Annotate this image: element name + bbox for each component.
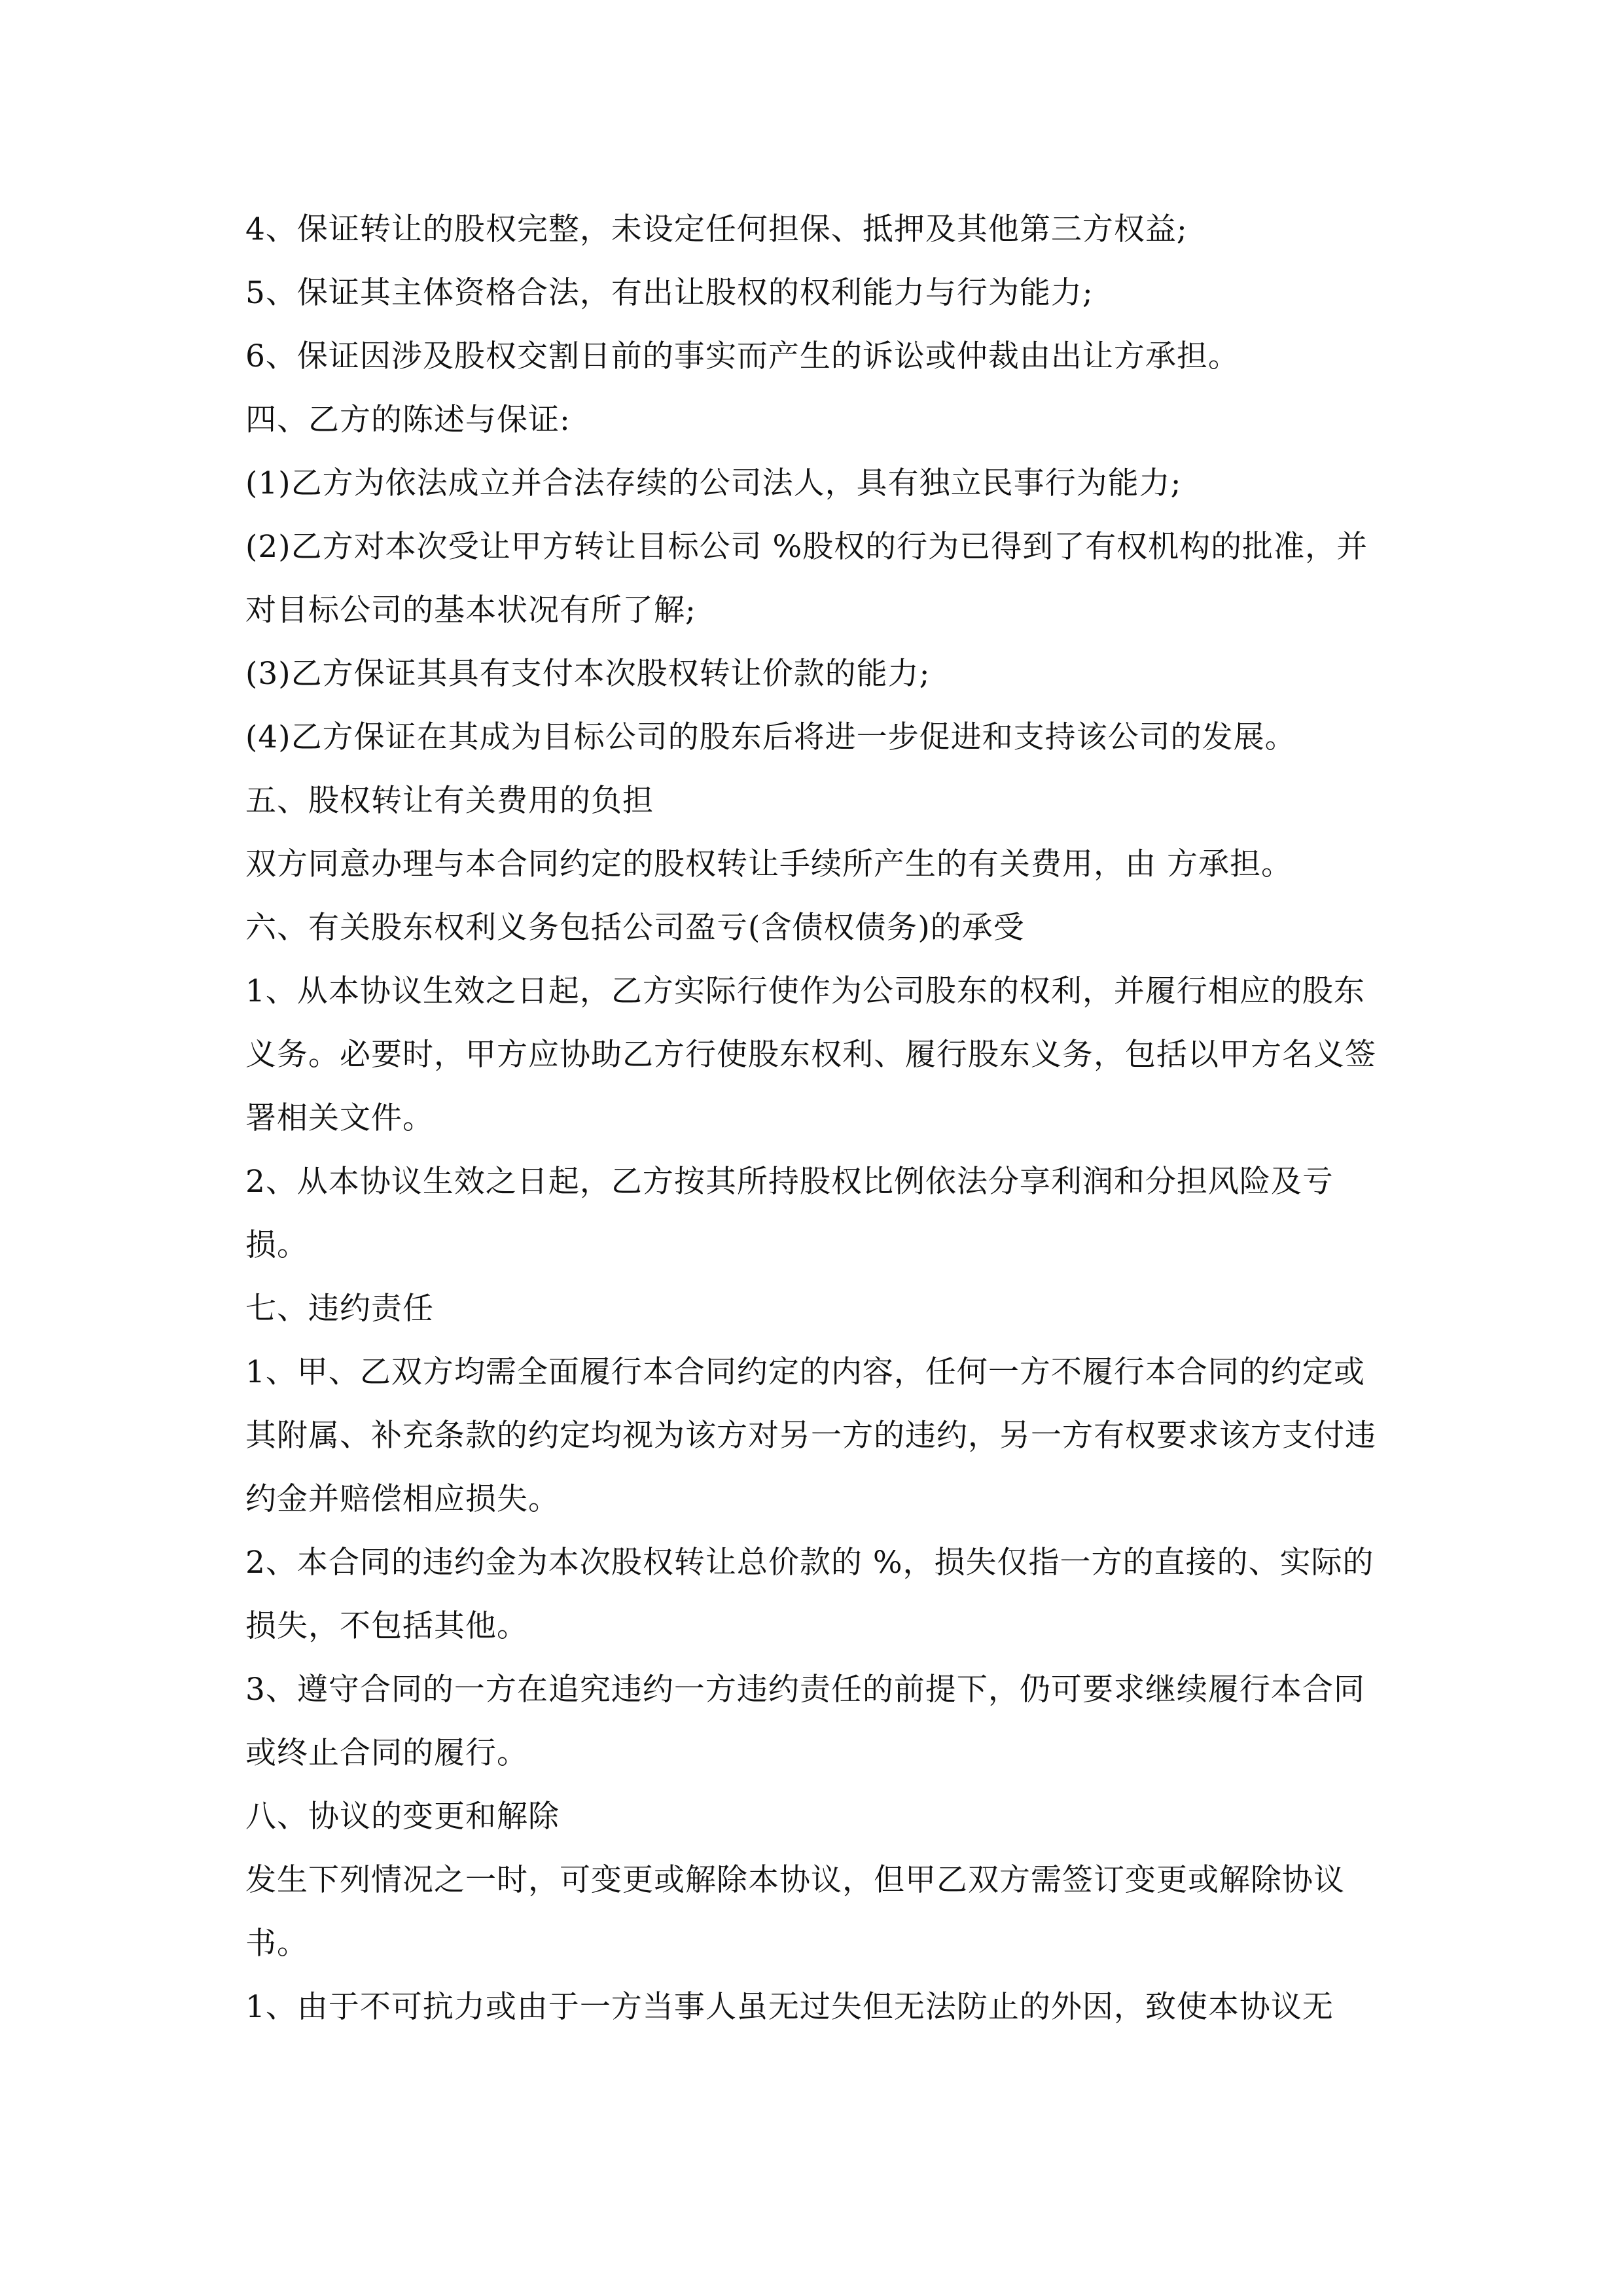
- section-heading-6: 六、有关股东权利义务包括公司盈亏(含债权债务)的承受: [245, 910, 1025, 946]
- paragraph-clause-7-3: 3、遵守合同的一方在追究违约一方违约责任的前提下，仍可要求继续履行本合同或终止合同的履行。: [245, 1672, 1365, 1771]
- paragraph-clause-4-3: (3)乙方保证其具有支付本次股权转让价款的能力;: [245, 656, 931, 692]
- paragraph-clause-4-2: (2)乙方对本次受让甲方转让目标公司 %股权的行为已得到了有权机构的批准，并对目标公司的基本状况有所了解;: [245, 529, 1368, 628]
- section-heading-4: 四、乙方的陈述与保证:: [245, 402, 571, 438]
- section-heading-7: 七、违约责任: [245, 1291, 434, 1327]
- paragraph-clause-6-2: 2、从本协议生效之日起，乙方按其所持股权比例依法分享利润和分担风险及亏损。: [245, 1164, 1334, 1263]
- paragraph-clause-3-6: 6、保证因涉及股权交割日前的事实而产生的诉讼或仲裁由出让方承担。: [245, 338, 1240, 374]
- paragraph-clause-5: 双方同意办理与本合同约定的股权转让手续所产生的有关费用，由 方承担。: [245, 846, 1293, 882]
- document-body: [245, 198, 1387, 2039]
- paragraph-clause-8-intro: 发生下列情况之一时，可变更或解除本协议，但甲乙双方需签订变更或解除协议书。: [245, 1862, 1345, 1962]
- paragraph-clause-7-2: 2、本合同的违约金为本次股权转让总价款的 %，损失仅指一方的直接的、实际的损失，不包括其他。: [245, 1545, 1374, 1644]
- section-heading-5: 五、股权转让有关费用的负担: [245, 783, 654, 819]
- section-heading-8: 八、协议的变更和解除: [245, 1799, 560, 1835]
- paragraph-clause-3-5: 5、保证其主体资格合法，有出让股权的权利能力与行为能力;: [245, 275, 1094, 311]
- paragraph-clause-3-4: 4、保证转让的股权完整，未设定任何担保、抵押及其他第三方权益;: [245, 211, 1188, 247]
- paragraph-clause-6-1: 1、从本协议生效之日起，乙方实际行使作为公司股东的权利，并履行相应的股东义务。必要时，甲方应协助乙方行使股东权利、履行股东义务，包括以甲方名义签署相关文件。: [245, 973, 1376, 1136]
- paragraph-clause-4-4: (4)乙方保证在其成为目标公司的股东后将进一步促进和支持该公司的发展。: [245, 719, 1296, 755]
- paragraph-clause-8-1: 1、由于不可抗力或由于一方当事人虽无过失但无法防止的外因，致使本协议无: [245, 1989, 1334, 2025]
- paragraph-clause-7-1: 1、甲、乙双方均需全面履行本合同约定的内容，任何一方不履行本合同的约定或其附属、补充条款的约定均视为该方对另一方的违约，另一方有权要求该方支付违约金并赔偿相应损失。: [245, 1354, 1376, 1517]
- paragraph-clause-4-1: (1)乙方为依法成立并合法存续的公司法人，具有独立民事行为能力;: [245, 465, 1182, 501]
